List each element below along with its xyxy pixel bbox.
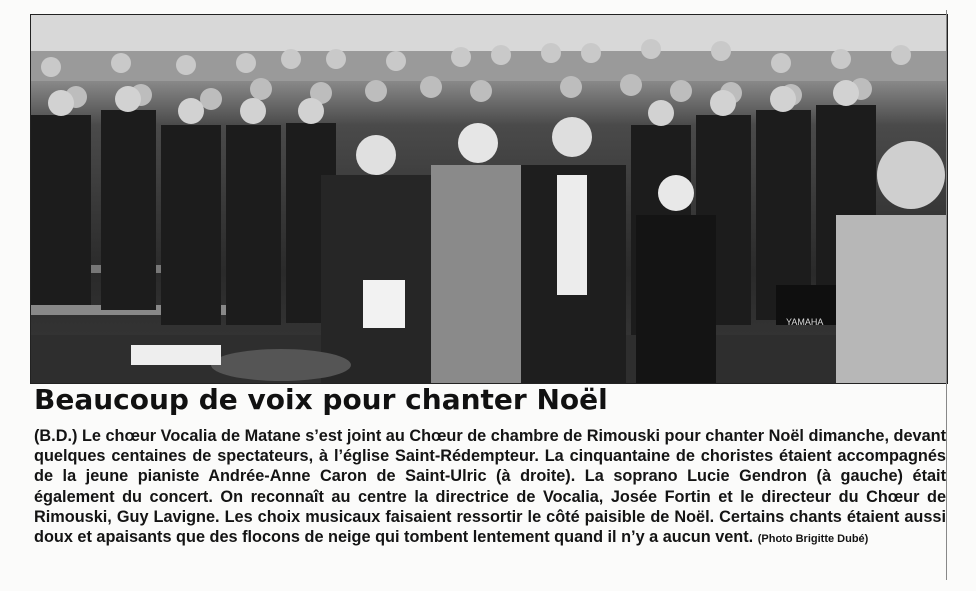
caption-text: (B.D.) Le chœur Vocalia de Matane s’est joint au Chœur de chambre de Rimouski pour chanter Noël dimanche, devant quelques centaines de spectateurs, à l’église Saint-Rédempteur. La cinquantaine de choristes étaient accompagnés de la jeune pianiste Andrée-Anne Caron de Saint-Ulric (à droite). La soprano Lucie Gendron (à gauche) était également du concert. On reconnaît au centre la directrice de Vocalia, Josée Fortin et le directeur du Chœur de Rimouski, Guy Lavigne. Les choix musicaux faisaient ressortir le côté paisible de Noël. Certains chants étaient aussi doux et apaisants que des flocons de neige qui tombent lentement quand il n’y a aucun vent. bbox=[34, 427, 946, 547]
choir-photo-illustration bbox=[31, 15, 947, 383]
piano-brand-label: YAMAHA bbox=[786, 317, 824, 327]
article-caption bbox=[34, 426, 946, 549]
column-divider bbox=[946, 10, 947, 580]
choir-photo bbox=[30, 14, 948, 384]
photo-credit: (Photo Brigitte Dubé) bbox=[757, 533, 869, 546]
article-headline: Beaucoup de voix pour chanter Noël bbox=[34, 383, 608, 416]
